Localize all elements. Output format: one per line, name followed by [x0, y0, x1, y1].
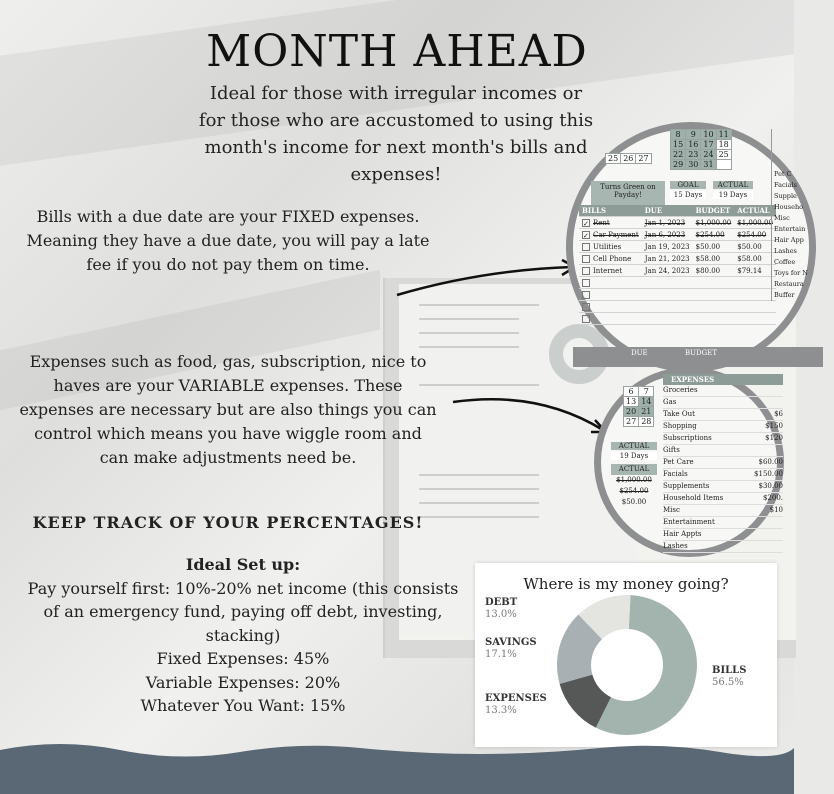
actual-label: ACTUAL: [713, 181, 753, 189]
actual-value: 19 Days: [713, 191, 753, 199]
arrow-icon: [392, 255, 582, 305]
calendar: 25 26 27: [605, 153, 652, 164]
list-item: Groceries: [663, 385, 783, 397]
table-row: ✓ Rent Jan 1, 2023 $1,000.00 $1,000.00: [579, 217, 776, 229]
checkbox[interactable]: ✓: [583, 231, 589, 240]
setup-title: Ideal Set up:: [185, 555, 301, 574]
table-row: Internet Jan 24, 2023 $80.00 $79.14: [579, 265, 776, 277]
list-item: Entertainment: [663, 517, 783, 529]
fixed-expenses-text: Bills with a due date are your FIXED expenses. Meaning they have a due date, you will pay a late fee if you do not pay them on time.: [26, 207, 430, 274]
table-row: ✓ Car Payment Jan 6, 2023 $254.00 $254.00: [579, 229, 776, 241]
variable-expenses-text: Expenses such as food, gas, subscription, nice to haves are your VARIABLE expenses. These expenses are necessary but are also things you can control which means you have wiggle room and can make adjustments need be.: [19, 352, 437, 467]
zoom-bills-circle: [566, 122, 816, 372]
donut-chart-card: [475, 563, 777, 747]
list-item: Gifts: [663, 445, 783, 457]
decorative-wave: [0, 740, 794, 794]
ideal-setup: [18, 553, 468, 718]
setup-line: Whatever You Want: 15%: [140, 696, 346, 715]
list-item: Hair Appts: [663, 529, 783, 541]
list-item: Subscriptions $120: [663, 433, 783, 445]
list-item: Lashes: [663, 541, 783, 553]
checkbox[interactable]: [582, 255, 590, 263]
legend-debt: DEBT 13.0%: [485, 597, 518, 620]
bills-table: BILLS DUE BUDGET ACTUAL ✓ Rent Jan 1, 2023 $1,000.00 $1,000.00 ✓ Car Payment Jan 6, 2023 $254.00 $254.00 Utilities Jan 19, 2023 $50.00 $50.00 Cell Phone Jan 21, 2023 $58.00 $58.00 Internet Jan 24, 2023 $80.00 $79.14: [579, 205, 776, 325]
actual-label: ACTUAL: [611, 442, 657, 450]
checkbox[interactable]: [582, 243, 590, 251]
checkbox[interactable]: ✓: [583, 219, 589, 228]
zoom-expenses-circle: [594, 367, 784, 557]
calendar: 8 9 10 11 15 16 17 18 22 23 24 25 29 30 31: [670, 129, 732, 170]
chart-title: Where is my money going?: [523, 575, 729, 593]
budget-label: BUDGET: [685, 349, 718, 357]
setup-line: Pay yourself first: 10%-20% net income (this consists of an emergency fund, paying off debt, investing, stacking): [27, 578, 459, 645]
list-item: Misc $10: [663, 505, 783, 517]
calendar: 6 7 13 14 20 21 27 28: [623, 386, 654, 427]
list-item: Gas: [663, 397, 783, 409]
checkbox[interactable]: [582, 267, 590, 275]
legend-bills: BILLS 56.5%: [712, 665, 747, 688]
actual-value: 19 Days: [611, 452, 657, 460]
due-label: DUE: [631, 349, 648, 357]
expenses-header: EXPENSES: [663, 374, 783, 385]
goal-label: GOAL: [670, 181, 706, 189]
goal-value: 15 Days: [670, 191, 706, 199]
payday-label: Turns Green on Payday!: [591, 181, 665, 205]
list-item: Supplements $30.00: [663, 481, 783, 493]
table-row: Cell Phone Jan 21, 2023 $58.00 $58.00: [579, 253, 776, 265]
setup-line: Variable Expenses: 20%: [145, 672, 341, 692]
intro-text: Ideal for those with irregular incomes or for those who are accustomed to using this month's income for next month's bills and expenses!: [198, 83, 594, 185]
list-item: Shopping $150: [663, 421, 783, 433]
legend-savings: SAVINGS 17.1%: [485, 637, 537, 660]
side-items: Pet C Facials Supple Househo Misc Entertain Hair App Lashes Coffee Toys for N Restaura Buffer: [771, 129, 834, 301]
list-item: Household Items $200.: [663, 493, 783, 505]
expenses-list: [663, 374, 783, 553]
setup-line: Fixed Expenses: 45%: [156, 649, 330, 668]
page-title: MONTH AHEAD: [206, 26, 588, 77]
percentages-heading: KEEP TRACK OF YOUR PERCENTAGES!: [32, 513, 424, 532]
list-item: Facials $150.00: [663, 469, 783, 481]
list-item: Take Out $6: [663, 409, 783, 421]
arrow-icon: [448, 390, 618, 440]
actual-column: ACTUAL $1,000.00 $254.00 $50.00: [611, 464, 657, 508]
list-item: Pet Care $60.00: [663, 457, 783, 469]
table-row: Utilities Jan 19, 2023 $50.00 $50.00: [579, 241, 776, 253]
legend-expenses: EXPENSES 13.3%: [485, 693, 547, 716]
